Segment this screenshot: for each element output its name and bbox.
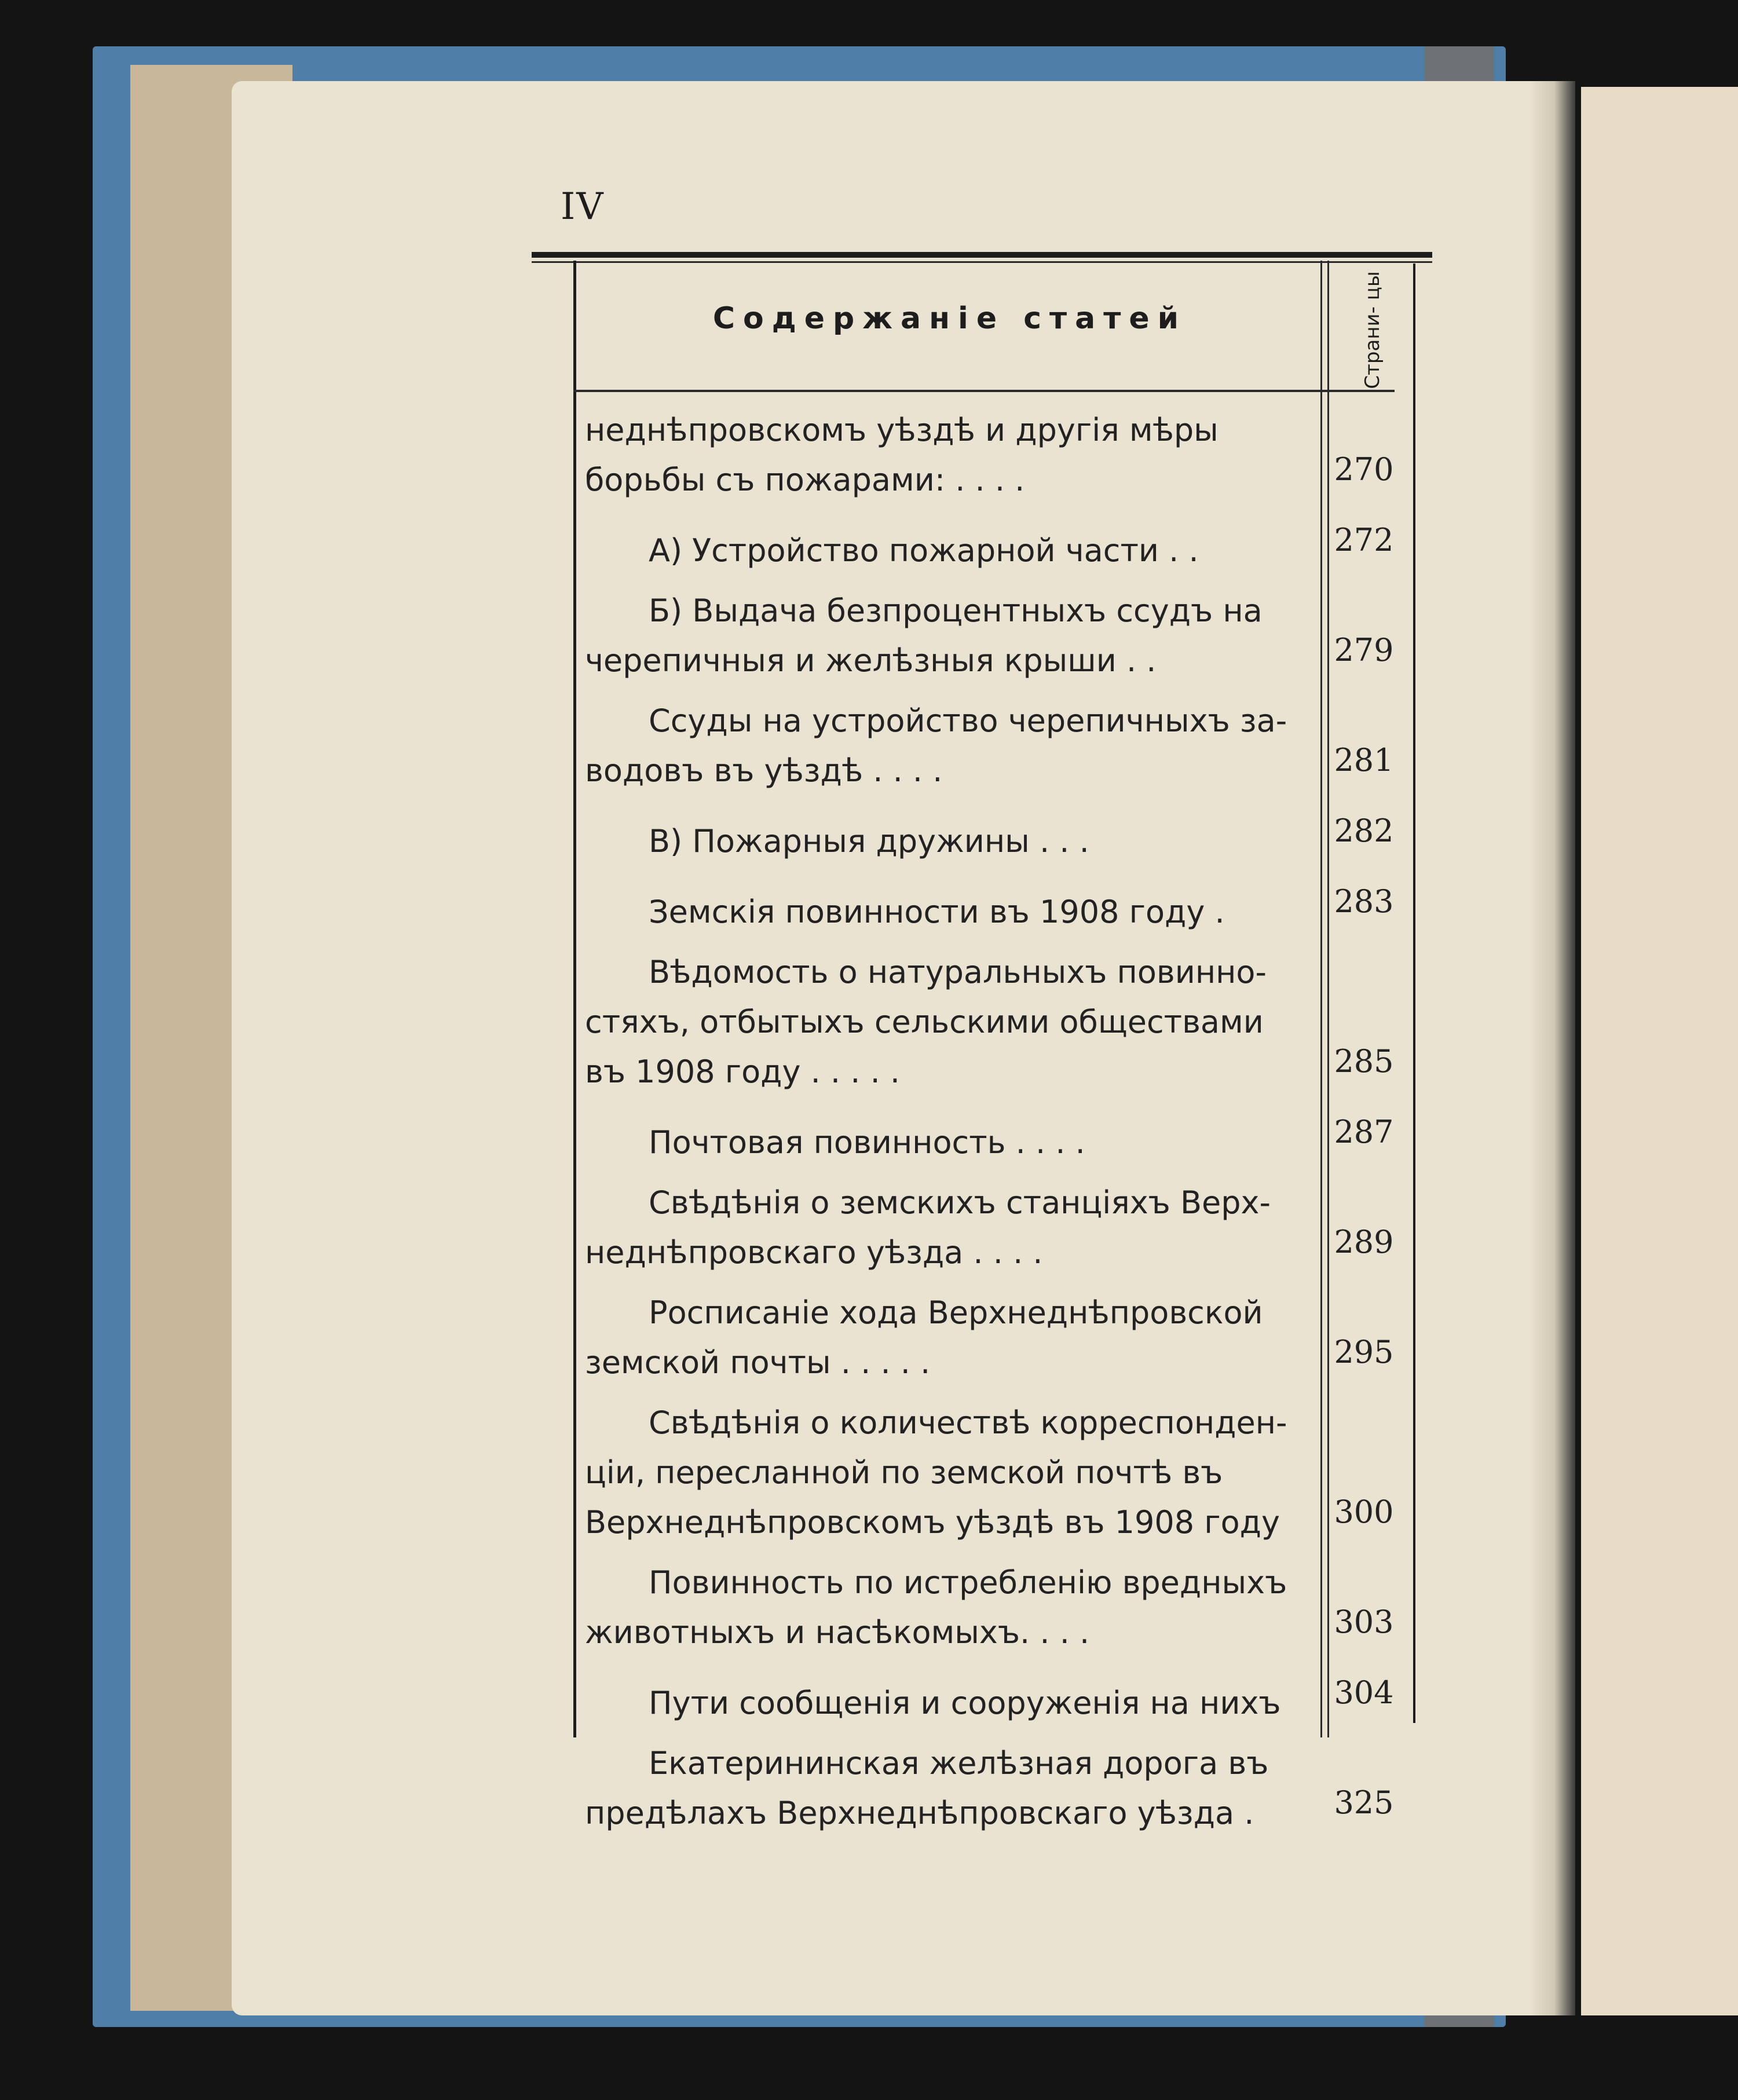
entry-title-line: борьбы съ пожарами: . . . . bbox=[585, 462, 1025, 498]
entry-page-number: 303 bbox=[1334, 1604, 1394, 1640]
entry-title-line: Б) Выдача безпроцентныхъ ссудъ на bbox=[649, 592, 1263, 629]
contents-entry bbox=[585, 1107, 1407, 1168]
entry-page-number: 272 bbox=[1334, 522, 1394, 558]
contents-entry bbox=[585, 877, 1407, 937]
table-left-border bbox=[573, 261, 576, 1737]
entry-spacer bbox=[585, 505, 1407, 515]
entry-title-line: черепичныя и желѣзныя крыши . . bbox=[585, 642, 1157, 679]
entry-title-line: животныхъ и насѣкомыхъ. . . . bbox=[585, 1614, 1090, 1651]
entry-spacer bbox=[585, 796, 1407, 806]
contents-entry bbox=[585, 1668, 1407, 1728]
entry-spacer bbox=[585, 1728, 1407, 1739]
table-right-border bbox=[1413, 264, 1415, 1723]
entry-title-line: Почтовая повинность . . . . bbox=[649, 1124, 1085, 1161]
contents-entry bbox=[585, 696, 1407, 796]
facing-page bbox=[1581, 87, 1738, 2015]
entry-title bbox=[585, 405, 1306, 505]
entry-spacer bbox=[585, 1278, 1407, 1288]
header-bottom-rule bbox=[573, 390, 1395, 392]
entry-page-number: 283 bbox=[1334, 883, 1394, 920]
entry-title-line: Росписаніе хода Верхнеднѣпровской bbox=[649, 1294, 1263, 1331]
entry-title-line: Земскія повинности въ 1908 году . bbox=[649, 894, 1225, 930]
entry-page-number: 300 bbox=[1334, 1494, 1394, 1530]
entry-title-line: водовъ въ уѣздѣ . . . . bbox=[585, 752, 943, 789]
entry-spacer bbox=[585, 1168, 1407, 1178]
entry-title-line: Пути сообщенія и сооруженія на нихъ bbox=[649, 1685, 1281, 1721]
contents-entry bbox=[585, 405, 1407, 505]
entry-page-number: 295 bbox=[1334, 1334, 1394, 1370]
entry-title bbox=[585, 1739, 1306, 1838]
contents-entry bbox=[585, 1739, 1407, 1838]
contents-entry bbox=[585, 947, 1407, 1097]
entry-page-number: 287 bbox=[1334, 1114, 1394, 1150]
entry-page-number: 289 bbox=[1334, 1224, 1394, 1260]
entry-spacer bbox=[585, 1388, 1407, 1398]
entry-page-number: 279 bbox=[1334, 632, 1394, 668]
entry-title-line: Повинность по истребленію вредныхъ bbox=[649, 1564, 1287, 1601]
entry-title-line: Свѣдѣнія о земскихъ станціяхъ Верх- bbox=[649, 1184, 1271, 1221]
entry-spacer bbox=[585, 937, 1407, 947]
contents-entry bbox=[585, 586, 1407, 686]
entry-page-number: 285 bbox=[1334, 1043, 1394, 1080]
entry-title-line: въ 1908 году . . . . . bbox=[585, 1053, 901, 1090]
entry-page-number: 304 bbox=[1334, 1674, 1394, 1711]
entry-title-line: Свѣдѣнія о количествѣ корреспонден- bbox=[649, 1404, 1287, 1441]
entry-spacer bbox=[585, 1838, 1407, 1849]
entry-title-line: стяхъ, отбытыхъ сельскими обществами bbox=[585, 1004, 1264, 1040]
entry-spacer bbox=[585, 576, 1407, 586]
contents-title: Содержаніе статей bbox=[712, 301, 1187, 336]
entry-title bbox=[585, 1678, 1306, 1728]
entry-page-number: 282 bbox=[1334, 813, 1394, 849]
header-rule-thin bbox=[532, 261, 1432, 263]
contents-entry bbox=[585, 1558, 1407, 1658]
entry-title-line: Верхнеднѣпровскомъ уѣздѣ въ 1908 году bbox=[585, 1504, 1280, 1541]
contents-list bbox=[585, 405, 1407, 1849]
entry-title bbox=[585, 1398, 1306, 1547]
entry-spacer bbox=[585, 1547, 1407, 1558]
pages-column-label: Страни- цы bbox=[1361, 271, 1384, 389]
contents-entry bbox=[585, 806, 1407, 866]
entry-title bbox=[585, 1288, 1306, 1388]
entry-title-line: земской почты . . . . . bbox=[585, 1344, 931, 1381]
page-gutter bbox=[1529, 81, 1575, 2015]
contents-entry bbox=[585, 1178, 1407, 1278]
entry-title bbox=[585, 817, 1306, 866]
entry-title-line: Ссуды на устройство черепичныхъ за- bbox=[649, 703, 1287, 739]
entry-title-line: ціи, пересланной по земской почтѣ въ bbox=[585, 1454, 1223, 1491]
entry-spacer bbox=[585, 866, 1407, 877]
entry-page-number: 281 bbox=[1334, 742, 1394, 778]
entry-title-line: неднѣпровскаго уѣзда . . . . bbox=[585, 1234, 1043, 1271]
entry-page-number: 325 bbox=[1334, 1784, 1394, 1821]
page-number: IV bbox=[561, 185, 605, 228]
entry-title bbox=[585, 1558, 1306, 1658]
entry-title-line: неднѣпровскомъ уѣздѣ и другія мѣры bbox=[585, 412, 1219, 448]
entry-title bbox=[585, 696, 1306, 796]
entry-title bbox=[585, 947, 1306, 1097]
entry-spacer bbox=[585, 1097, 1407, 1107]
entry-title bbox=[585, 586, 1306, 686]
contents-entry bbox=[585, 1398, 1407, 1547]
entry-title-line: Вѣдомость о натуральныхъ повинно- bbox=[649, 954, 1267, 990]
entry-page-number: 270 bbox=[1334, 451, 1394, 488]
entry-title bbox=[585, 1118, 1306, 1168]
entry-spacer bbox=[585, 686, 1407, 696]
pages-column-header bbox=[1332, 272, 1413, 388]
entry-spacer bbox=[585, 1658, 1407, 1668]
entry-title-line: А) Устройство пожарной части . . bbox=[649, 532, 1199, 569]
entry-title bbox=[585, 887, 1306, 937]
header-rule bbox=[532, 252, 1432, 258]
entry-title-line: предѣлахъ Верхнеднѣпровскаго уѣзда . bbox=[585, 1795, 1254, 1831]
entry-title-line: В) Пожарныя дружины . . . bbox=[649, 823, 1089, 859]
entry-title bbox=[585, 1178, 1306, 1278]
contents-entry bbox=[585, 515, 1407, 576]
entry-title-line: Екатерининская желѣзная дорога въ bbox=[649, 1745, 1269, 1781]
entry-title bbox=[585, 526, 1306, 576]
contents-entry bbox=[585, 1288, 1407, 1388]
